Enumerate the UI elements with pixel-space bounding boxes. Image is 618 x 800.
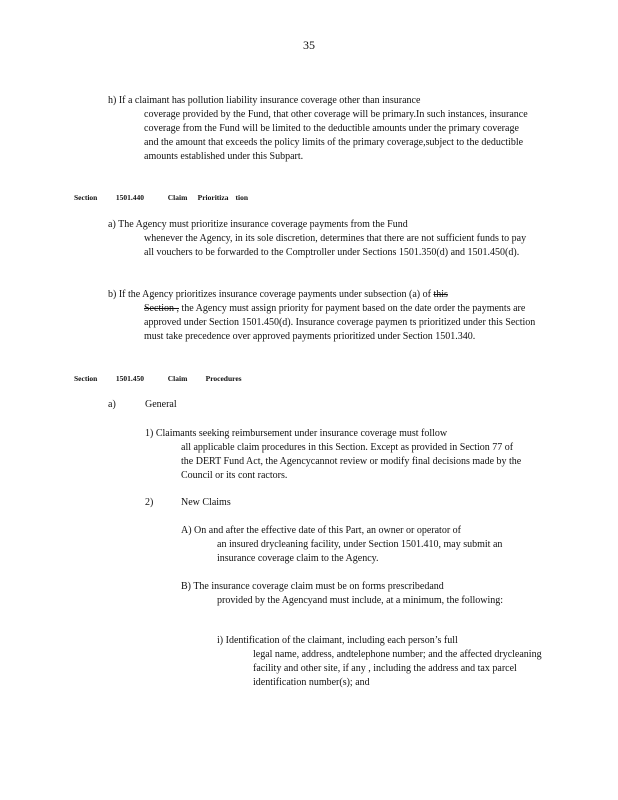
paragraph-440-b-first-text: b) If the Agency prioritizes insurance coverage payments under subsection (a) of — [108, 289, 434, 300]
section-number: 1501.440 — [115, 193, 144, 202]
paragraph-h-body: coverage provided by the Fund, that other coverage will be primary.In such instances, insurance coverage from the Fund will be limited to the deductible amounts under the primary coverage and the amount that exceeds the policy limits of the primary coverage,subject to the deductible amounts established under this Subpart. — [144, 109, 528, 162]
paragraph-A-body: an insured drycleaning facility, under Section 1501.410, may submit an insurance coverage claim to the Agency. — [217, 539, 503, 564]
paragraph-h — [108, 94, 532, 164]
paragraph-440-b-first-line — [108, 288, 538, 302]
paragraph-1-body: all applicable claim procedures in this Section. Except as provided in Section 77 of the DERT Fund Act, the Agencycannot review or modify final decisions made by the Council or its cont ractors. — [181, 442, 522, 481]
struck-text: this — [433, 289, 448, 300]
subsection-a-label: a) — [108, 399, 116, 410]
section-label: Section — [74, 374, 98, 383]
paragraph-440-a-first-line: a) The Agency must prioritize insurance coverage payments from the Fund — [108, 219, 408, 230]
paragraph-B-first-line: B) The insurance coverage claim must be on forms prescribedand — [181, 581, 444, 592]
struck-text-section: Section , — [144, 303, 179, 314]
section-title-part-2: Procedures — [205, 374, 242, 383]
subsection-a-title: General — [145, 399, 177, 410]
paragraph-h-first-line: h) If a claimant has pollution liability insurance coverage other than insurance — [108, 95, 421, 106]
paragraph-A-first-line: A) On and after the effective date of this Part, an owner or operator of — [181, 525, 461, 536]
section-number: 1501.450 — [115, 374, 144, 383]
paragraph-A — [181, 524, 531, 566]
section-label: Section — [74, 193, 98, 202]
section-title-part-2: Prioritiza — [197, 193, 229, 202]
paragraph-440-b-body — [108, 302, 538, 344]
paragraph-440-a-body: whenever the Agency, in its sole discretion, determines that there are not sufficient funds to pay all vouchers to be forwarded to the Comptroller under Sections 1501.350(d) and 1501.450(d). — [144, 233, 527, 258]
paragraph-B — [181, 580, 531, 608]
section-1501-450-heading — [74, 374, 242, 383]
paragraph-440-b — [108, 288, 538, 344]
item-2-label: 2) — [145, 497, 154, 508]
page-number: 35 — [303, 38, 315, 52]
paragraph-B-body: provided by the Agencyand must include, at a minimum, the following: — [217, 595, 504, 606]
section-title-part-1: Claim — [167, 193, 188, 202]
item-2-title: New Claims — [181, 497, 231, 508]
paragraph-1 — [145, 427, 525, 483]
paragraph-i-body: legal name, address, andtelephone number; and the affected drycleaning facility and other site, if any , including the address and tax parcel identification number(s); and — [253, 649, 542, 688]
section-1501-440-heading — [74, 193, 248, 202]
section-title-part-3: tion — [235, 193, 249, 202]
paragraph-440-a — [108, 218, 532, 260]
paragraph-1-first-line: 1) Claimants seeking reimbursement under insurance coverage must follow — [145, 428, 448, 439]
paragraph-i-first-line: i) Identification of the claimant, including each person’s full — [217, 635, 458, 646]
paragraph-i — [217, 634, 542, 690]
paragraph-440-b-body-text: the Agency must assign priority for payment based on the date order the payments are approved under Section 1501.450(d). Insurance coverage paymen ts prioritized under this Section must take precedence over approved payments prioritized under Section 1501.340. — [144, 303, 536, 342]
section-title-part-1: Claim — [167, 374, 188, 383]
